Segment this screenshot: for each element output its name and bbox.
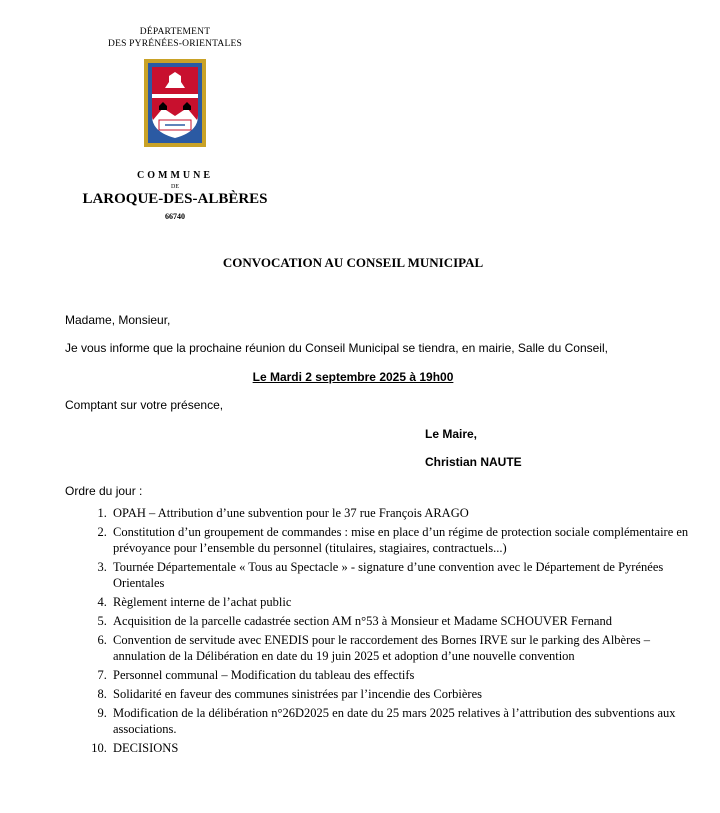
- department-line-2: DES PYRÉNÉES-ORIENTALES: [108, 39, 242, 49]
- town-name: LAROQUE-DES-ALBÈRES: [82, 191, 268, 207]
- agenda-item: 7. Personnel communal – Modification du tableau des effectifs: [110, 667, 695, 683]
- closing-line: Comptant sur votre présence,: [65, 398, 224, 412]
- intro-paragraph: Je vous informe que la prochaine réunion du Conseil Municipal se tiendra, en mairie, Salle du Conseil,: [65, 341, 608, 355]
- agenda-item: 4. Règlement interne de l’achat public: [110, 594, 695, 610]
- agenda-item: 1. OPAH – Attribution d’une subvention pour le 37 rue François ARAGO: [110, 505, 695, 521]
- agenda-item: 9. Modification de la délibération n°26D2025 en date du 25 mars 2025 relatives à l’attribution des subventions aux associations.: [110, 705, 695, 737]
- agenda-item: 3. Tournée Départementale « Tous au Spectacle » - signature d’une convention avec le Département de Pyrénées Orientales: [110, 559, 695, 591]
- de-label: DE: [171, 184, 179, 190]
- signature-name: Christian NAUTE: [425, 455, 522, 469]
- signature-role: Le Maire,: [425, 427, 478, 441]
- commune-label: COMMUNE: [137, 170, 213, 181]
- postcode: 66740: [165, 212, 185, 221]
- meeting-date: Le Mardi 2 septembre 2025 à 19h00: [252, 370, 454, 384]
- agenda-item: 10. DECISIONS: [110, 740, 695, 756]
- agenda-item: 8. Solidarité en faveur des communes sinistrées par l’incendie des Corbières: [110, 686, 695, 702]
- document-title: CONVOCATION AU CONSEIL MUNICIPAL: [222, 255, 484, 270]
- agenda-item: 6. Convention de servitude avec ENEDIS pour le raccordement des Bornes IRVE sur le parking des Albères – annulation de la Délibération en date du 19 juin 2025 et adoption d’une nouvelle convention: [110, 632, 695, 664]
- agenda-item: 5. Acquisition de la parcelle cadastrée section AM n°53 à Monsieur et Madame SCHOUVER Fernand: [110, 613, 695, 629]
- salutation: Madame, Monsieur,: [65, 313, 171, 327]
- agenda-list: [73, 505, 695, 759]
- department-line-1: DÉPARTEMENT: [139, 27, 211, 37]
- letterhead: [80, 26, 270, 221]
- agenda-heading: Ordre du jour :: [65, 484, 143, 498]
- agenda-item: 2. Constitution d’un groupement de commandes : mise en place d’un régime de protection sociale complémentaire en prévoyance pour l’ensemble du personnel (titulaires, stagiaires, contractuels...): [110, 524, 695, 556]
- coat-of-arms-icon: [143, 58, 207, 148]
